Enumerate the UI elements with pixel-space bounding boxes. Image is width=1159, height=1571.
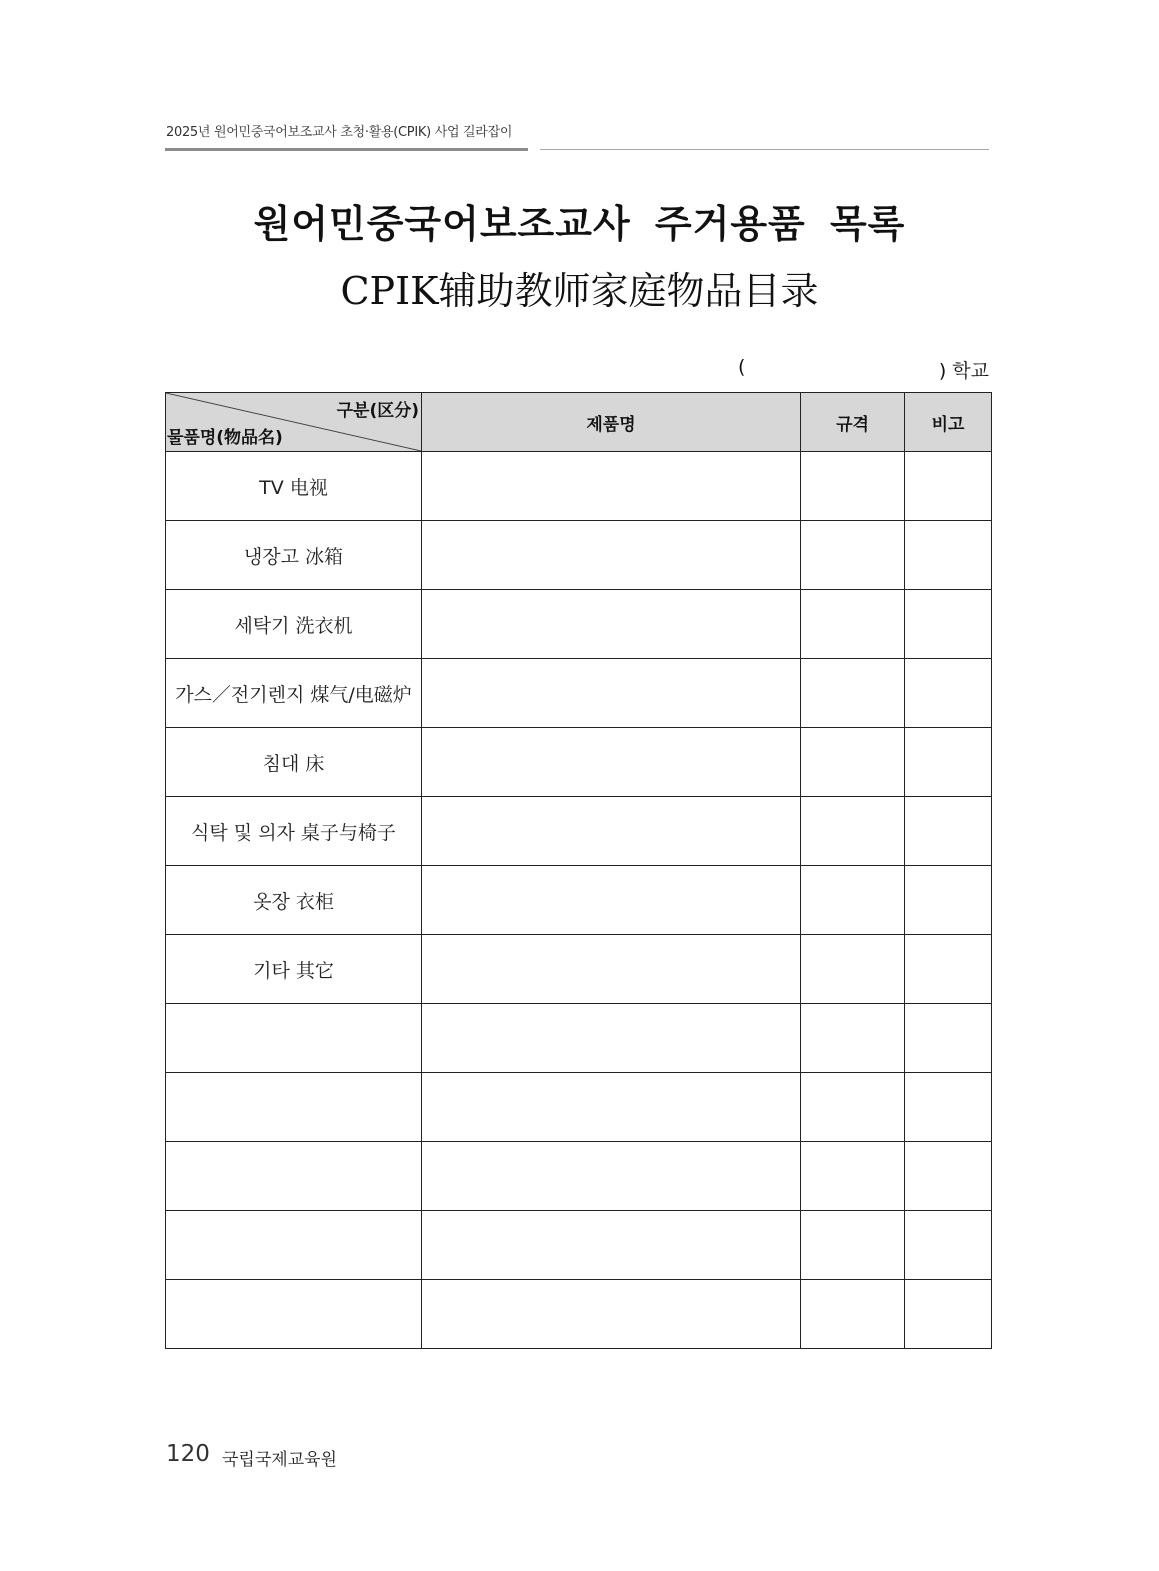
specification-cell[interactable] <box>801 590 905 659</box>
table-header-row <box>166 393 992 452</box>
remarks-cell[interactable] <box>905 521 992 590</box>
remarks-cell[interactable] <box>905 1142 992 1211</box>
item-name-cell[interactable] <box>166 1211 422 1280</box>
table-row <box>166 1211 992 1280</box>
table-row <box>166 797 992 866</box>
product-name-cell[interactable] <box>422 521 801 590</box>
header-rule-thin <box>540 149 989 150</box>
page-number: 120 <box>166 1441 210 1467</box>
table-row <box>166 1142 992 1211</box>
remarks-cell[interactable] <box>905 452 992 521</box>
specification-cell[interactable] <box>801 659 905 728</box>
table-row <box>166 590 992 659</box>
school-label: ) 학교 <box>938 360 989 382</box>
remarks-cell[interactable] <box>905 590 992 659</box>
product-name-header: 제품명 <box>422 393 801 452</box>
remarks-header: 비고 <box>905 393 992 452</box>
specification-cell[interactable] <box>801 452 905 521</box>
remarks-cell[interactable] <box>905 1004 992 1073</box>
publisher-name: 국립국제교육원 <box>222 1450 337 1470</box>
item-name-cell[interactable] <box>166 1073 422 1142</box>
specification-cell[interactable] <box>801 866 905 935</box>
specification-cell[interactable] <box>801 728 905 797</box>
table-row <box>166 1004 992 1073</box>
remarks-cell[interactable] <box>905 1280 992 1349</box>
table-row <box>166 659 992 728</box>
item-name-label: 물품명(物品名) <box>167 428 283 448</box>
remarks-cell[interactable] <box>905 797 992 866</box>
product-name-cell[interactable] <box>422 590 801 659</box>
table-row <box>166 935 992 1004</box>
remarks-cell[interactable] <box>905 659 992 728</box>
product-name-cell[interactable] <box>422 797 801 866</box>
item-name-cell[interactable] <box>166 1280 422 1349</box>
item-name-cell: 옷장 衣柜 <box>166 866 422 935</box>
product-name-cell[interactable] <box>422 1142 801 1211</box>
remarks-cell[interactable] <box>905 866 992 935</box>
item-name-cell: 가스／전기렌지 煤气/电磁炉 <box>166 659 422 728</box>
remarks-cell[interactable] <box>905 1073 992 1142</box>
header-rule-thick <box>165 148 528 151</box>
item-name-cell: TV 电视 <box>166 452 422 521</box>
household-goods-table <box>165 392 992 1349</box>
product-name-cell[interactable] <box>422 1004 801 1073</box>
product-name-cell[interactable] <box>422 1211 801 1280</box>
page-title-chinese: CPIK辅助教师家庭物品目录 <box>340 269 819 313</box>
item-name-cell: 세탁기 洗衣机 <box>166 590 422 659</box>
table-row <box>166 1073 992 1142</box>
product-name-cell[interactable] <box>422 659 801 728</box>
item-name-cell: 냉장고 冰箱 <box>166 521 422 590</box>
specification-cell[interactable] <box>801 521 905 590</box>
product-name-cell[interactable] <box>422 1280 801 1349</box>
table-row <box>166 452 992 521</box>
specification-header: 규격 <box>801 393 905 452</box>
page-title-korean: 원어민중국어보조교사 주거용품 목록 <box>253 202 906 246</box>
item-name-cell[interactable] <box>166 1004 422 1073</box>
remarks-cell[interactable] <box>905 728 992 797</box>
product-name-cell[interactable] <box>422 866 801 935</box>
table-row <box>166 728 992 797</box>
specification-cell[interactable] <box>801 1004 905 1073</box>
product-name-cell[interactable] <box>422 728 801 797</box>
specification-cell[interactable] <box>801 1142 905 1211</box>
category-label: 구분(区分) <box>336 401 419 421</box>
table-row <box>166 521 992 590</box>
diagonal-header-cell <box>166 393 422 452</box>
product-name-cell[interactable] <box>422 935 801 1004</box>
specification-cell[interactable] <box>801 797 905 866</box>
running-header: 2025년 원어민중국어보조교사 초청·활용(CPIK) 사업 길라잡이 <box>166 125 513 140</box>
item-name-cell: 기타 其它 <box>166 935 422 1004</box>
remarks-cell[interactable] <box>905 935 992 1004</box>
item-name-cell[interactable] <box>166 1142 422 1211</box>
product-name-cell[interactable] <box>422 452 801 521</box>
remarks-cell[interactable] <box>905 1211 992 1280</box>
table-row <box>166 866 992 935</box>
specification-cell[interactable] <box>801 1211 905 1280</box>
item-name-cell: 침대 床 <box>166 728 422 797</box>
school-open-paren: ( <box>738 356 746 378</box>
specification-cell[interactable] <box>801 1073 905 1142</box>
item-name-cell: 식탁 및 의자 桌子与椅子 <box>166 797 422 866</box>
table-row <box>166 1280 992 1349</box>
specification-cell[interactable] <box>801 1280 905 1349</box>
school-name-field <box>738 356 989 380</box>
product-name-cell[interactable] <box>422 1073 801 1142</box>
specification-cell[interactable] <box>801 935 905 1004</box>
